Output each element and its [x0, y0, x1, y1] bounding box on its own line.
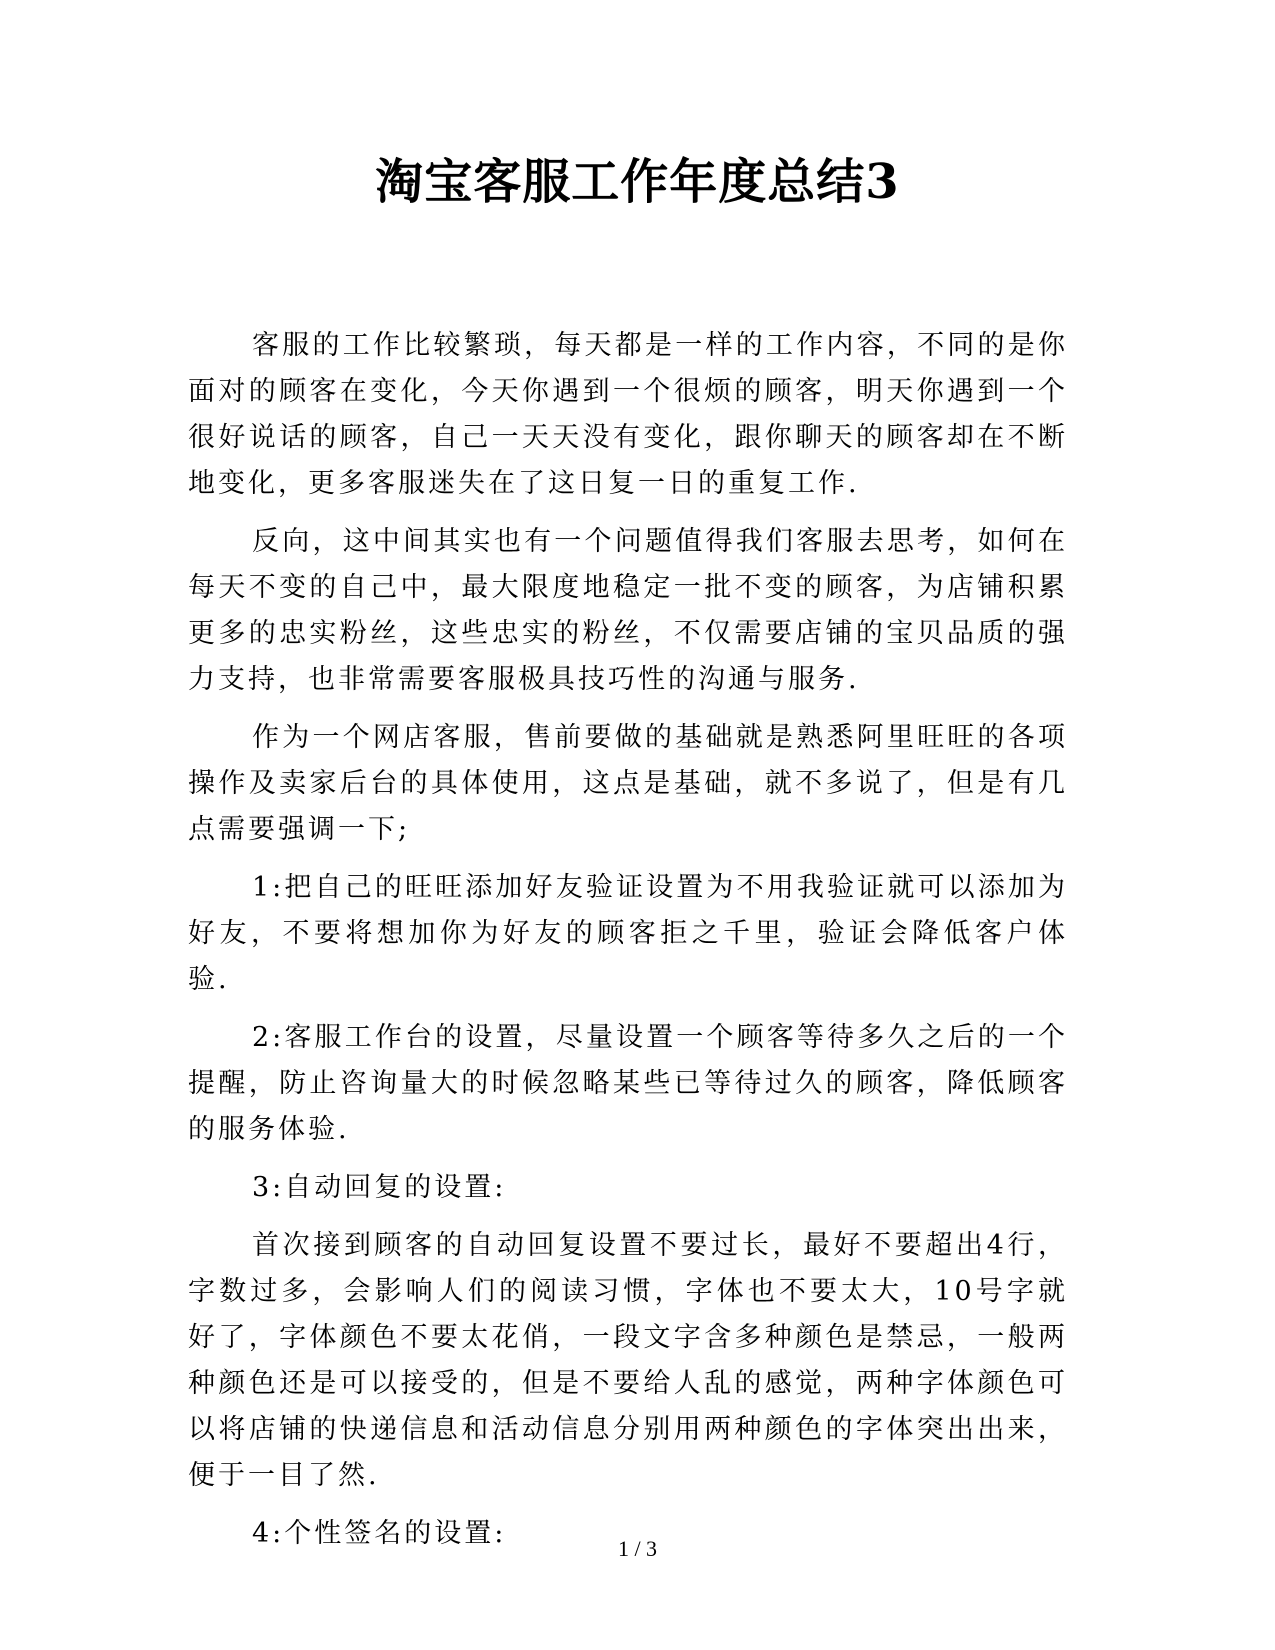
document-body	[188, 323, 1068, 1569]
page-title: 淘宝客服工作年度总结3	[375, 154, 900, 210]
paragraph-point-1: 1:把自己的旺旺添加好友验证设置为不用我验证就可以添加为好友，不要将想加你为好友的顾客拒之千里，验证会降低客户体验.	[188, 872, 1068, 995]
paragraph-point-2: 2:客服工作台的设置，尽量设置一个顾客等待多久之后的一个提醒，防止咨询量大的时候忽略某些已等待过久的顾客，降低顾客的服务体验.	[188, 1022, 1068, 1145]
paragraph-point-3-heading: 3:自动回复的设置:	[252, 1172, 507, 1203]
paragraph-point-4-heading: 4:个性签名的设置:	[252, 1518, 507, 1549]
page-number: 1 / 3	[617, 1536, 658, 1561]
paragraph-reflection: 反向，这中间其实也有一个问题值得我们客服去思考，如何在每天不变的自己中，最大限度地稳定一批不变的顾客，为店铺积累更多的忠实粉丝，这些忠实的粉丝，不仅需要店铺的宝贝品质的强力支持，也非常需要客服极具技巧性的沟通与服务.	[188, 526, 1068, 695]
paragraph-auto-reply: 首次接到顾客的自动回复设置不要过长，最好不要超出4行，字数过多，会影响人们的阅读习惯，字体也不要太大，10号字就好了，字体颜色不要太花俏，一段文字含多种颜色是禁忌，一般两种颜色还是可以接受的，但是不要给人乱的感觉，两种字体颜色可以将店铺的快递信息和活动信息分别用两种颜色的字体突出出来，便于一目了然.	[188, 1230, 1068, 1491]
paragraph-basics: 作为一个网店客服，售前要做的基础就是熟悉阿里旺旺的各项操作及卖家后台的具体使用，这点是基础，就不多说了，但是有几点需要强调一下;	[188, 722, 1068, 845]
paragraph-intro: 客服的工作比较繁琐，每天都是一样的工作内容，不同的是你面对的顾客在变化，今天你遇到一个很烦的顾客，明天你遇到一个很好说话的顾客，自己一天天没有变化，跟你聊天的顾客却在不断地变化，更多客服迷失在了这日复一日的重复工作.	[188, 330, 1068, 499]
